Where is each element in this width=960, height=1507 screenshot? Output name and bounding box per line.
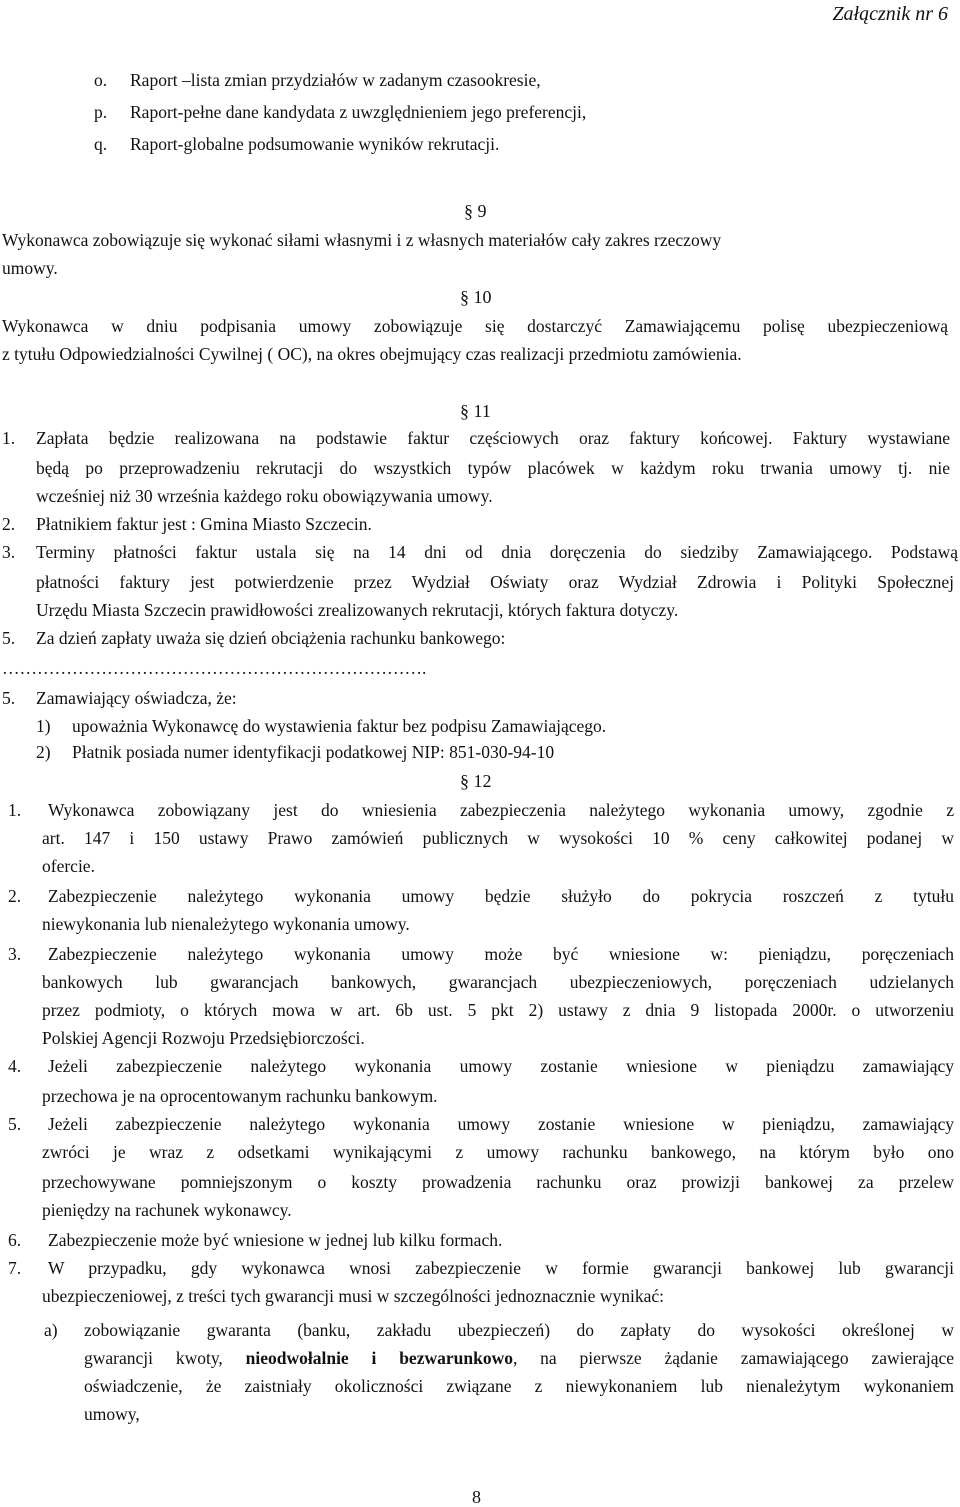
paragraph-line-mixed — [84, 1350, 954, 1368]
paragraph-line: Jeżeli zabezpieczenie należytego wykonania umowy zostanie wniesione w pieniądzu zamawiający — [48, 1056, 954, 1076]
list-marker: 1. — [2, 428, 16, 448]
page-number: 8 — [472, 1487, 481, 1507]
paragraph-line: Urzędu Miasta Szczecin prawidłowości zrealizowanych rekrutacji, których faktura dotyczy. — [36, 600, 679, 620]
list-marker: 4. — [8, 1056, 22, 1076]
paragraph-line: Terminy płatności faktur ustala się na 14 dni od dnia doręczenia do siedziby Zamawiającego. Podstawą — [36, 542, 958, 562]
list-marker: p. — [94, 102, 108, 122]
paragraph-line: Zabezpieczenie należytego wykonania umowy może być wniesione w: pieniądzu, poręczeniach — [48, 944, 954, 964]
paragraph-line: Polskiej Agencji Rozwoju Przedsiębiorczości. — [42, 1028, 365, 1048]
paragraph-line: Jeżeli zabezpieczenie należytego wykonania umowy zostanie wniesione w pieniądzu, zamawiający — [48, 1114, 954, 1134]
bold-text-run: nieodwołalnie i bezwarunkowo — [245, 1348, 513, 1368]
list-item: Raport-pełne dane kandydata z uwzględnieniem jego preferencji, — [130, 102, 587, 122]
list-marker: 3. — [2, 542, 16, 562]
list-marker: 1. — [8, 800, 22, 820]
paragraph-line: wcześniej niż 30 września każdego roku obowiązywania umowy. — [36, 486, 493, 506]
paragraph-line: Zamawiający oświadcza, że: — [36, 688, 237, 708]
paragraph-line: Wykonawca w dniu podpisania umowy zobowiązuje się dostarczyć Zamawiającemu polisę ubezpieczeniową — [2, 316, 948, 336]
paragraph-line: z tytułu Odpowiedzialności Cywilnej ( OC), na okres obejmujący czas realizacji przedmiotu zamówienia. — [2, 344, 742, 364]
paragraph-line: Wykonawca zobowiązany jest do wniesienia zabezpieczenia należytego wykonania umowy, zgodnie z — [48, 800, 954, 820]
section-heading-12: § 12 — [460, 771, 492, 791]
list-marker: o. — [94, 70, 108, 90]
paragraph-line: płatności faktury jest potwierdzenie przez Wydział Oświaty oraz Wydział Zdrowia i Polityki Społecznej — [36, 572, 954, 592]
paragraph-line: Zabezpieczenie należytego wykonania umowy będzie służyło do pokrycia roszczeń z tytułu — [48, 886, 954, 906]
paragraph-line: oświadczenie, że zaistniały okoliczności związane z niewykonaniem lub nienależytym wykonaniem — [84, 1376, 954, 1396]
paragraph-line: ofercie. — [42, 856, 95, 876]
paragraph-line: Za dzień zapłaty uważa się dzień obciążenia rachunku bankowego: — [36, 628, 506, 648]
paragraph-line: ubezpieczeniowej, z treści tych gwarancji musi w szczególności jednoznacznie wynikać: — [42, 1286, 664, 1306]
paragraph-line: Płatnikiem faktur jest : Gmina Miasto Szczecin. — [36, 514, 372, 534]
paragraph-line: pieniędzy na rachunek wykonawcy. — [42, 1200, 292, 1220]
dotted-fill: ………………………………………………………………. — [2, 658, 427, 678]
sub-marker: a) — [44, 1320, 58, 1340]
paragraph-line: zobowiązanie gwaranta (banku, zakładu ubezpieczeń) do zapłaty do wysokości określonej w — [84, 1320, 954, 1340]
paragraph-line: upoważnia Wykonawcę do wystawienia faktur bez podpisu Zamawiającego. — [72, 716, 607, 736]
paragraph-line: umowy, — [84, 1404, 140, 1424]
paragraph-line: Zabezpieczenie może być wniesione w jednej lub kilku formach. — [48, 1230, 503, 1250]
sub-marker: 1) — [36, 716, 51, 736]
text-run: gwarancji kwoty, — [84, 1348, 246, 1368]
list-item: Raport –lista zmian przydziałów w zadanym czasookresie, — [130, 70, 541, 90]
list-marker: 5. — [2, 688, 16, 708]
paragraph-line: niewykonania lub nienależytego wykonania umowy. — [42, 914, 410, 934]
list-marker: 6. — [8, 1230, 22, 1250]
paragraph-line: Wykonawca zobowiązuje się wykonać siłami własnymi i z własnych materiałów cały zakres rzeczowy — [2, 230, 722, 250]
list-marker: 2. — [8, 886, 22, 906]
section-heading-11: § 11 — [460, 401, 491, 421]
list-marker: q. — [94, 134, 108, 154]
paragraph-line: Zapłata będzie realizowana na podstawie faktur częściowych oraz faktury końcowej. Faktury wystawiane — [36, 428, 950, 448]
list-marker: 5. — [2, 628, 16, 648]
paragraph-line: bankowych lub gwarancjach bankowych, gwarancjach ubezpieczeniowych, poręczeniach udzielanych — [42, 972, 954, 992]
paragraph-line: przechowywane pomniejszonym o koszty prowadzenia rachunku oraz prowizji bankowej za przelew — [42, 1172, 954, 1192]
section-heading-10: § 10 — [460, 287, 492, 307]
paragraph-line: będą po przeprowadzeniu rekrutacji do wszystkich typów placówek w każdym roku trwania umowy tj. nie — [36, 458, 950, 478]
list-marker: 5. — [8, 1114, 22, 1134]
paragraph-line: przechowa je na oprocentowanym rachunku bankowym. — [42, 1086, 438, 1106]
paragraph-line: art. 147 i 150 ustawy Prawo zamówień publicznych w wysokości 10 % ceny całkowitej podanej w — [42, 828, 954, 848]
list-marker: 3. — [8, 944, 22, 964]
paragraph-line: Płatnik posiada numer identyfikacji podatkowej NIP: 851-030-94-10 — [72, 742, 555, 762]
section-heading-9: § 9 — [464, 201, 487, 221]
sub-marker: 2) — [36, 742, 51, 762]
list-item: Raport-globalne podsumowanie wyników rekrutacji. — [130, 134, 500, 154]
annex-label: Załącznik nr 6 — [832, 3, 948, 25]
list-marker: 7. — [8, 1258, 22, 1278]
list-marker: 2. — [2, 514, 16, 534]
text-run: , na pierwsze żądanie zamawiającego zawierające — [512, 1348, 954, 1368]
paragraph-line: umowy. — [2, 258, 58, 278]
paragraph-line: przez podmioty, o których mowa w art. 6b ust. 5 pkt 2) ustawy z dnia 9 listopada 2000r. o utworzeniu — [42, 1000, 954, 1020]
paragraph-line: zwróci je wraz z odsetkami wynikającymi z umowy rachunku bankowego, na którym było ono — [42, 1142, 954, 1162]
paragraph-line: W przypadku, gdy wykonawca wnosi zabezpieczenie w formie gwarancji bankowej lub gwarancji — [48, 1258, 954, 1278]
